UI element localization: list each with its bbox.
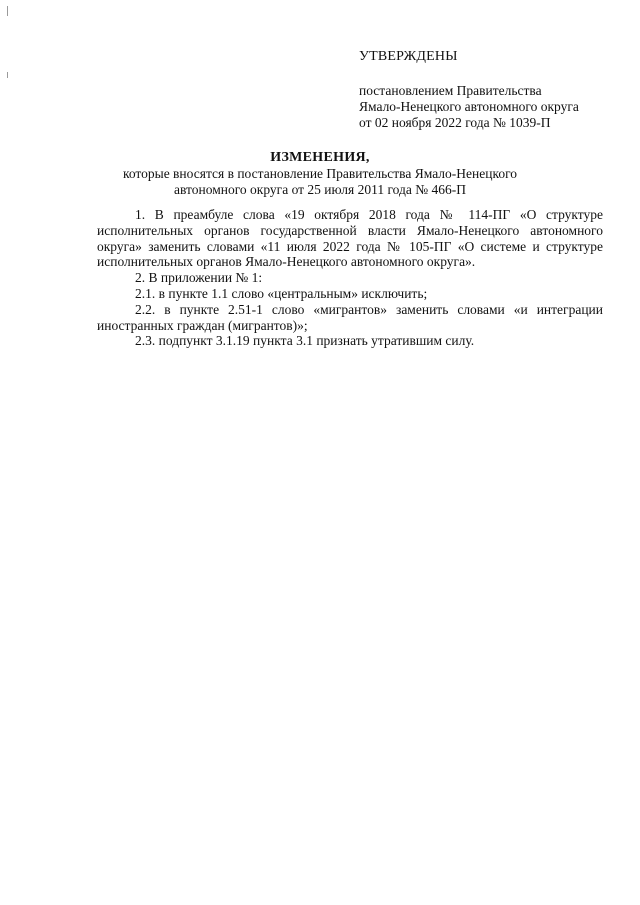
scan-artifact-mark <box>7 72 8 78</box>
approval-line-2: Ямало-Ненецкого автономного округа <box>359 99 579 114</box>
approval-line-3: от 02 ноября 2022 года № 1039-П <box>359 115 551 130</box>
approval-line-1: постановлением Правительства <box>359 83 542 98</box>
paragraph-2-1: 2.1. в пункте 1.1 слово «центральным» исключить; <box>135 285 428 301</box>
title-subtitle: которые вносятся в постановление Правительства Ямало-Ненецкого автономного округа от 25 июля 2011 года № 466-П <box>122 166 518 197</box>
paragraph-2-2: 2.2. в пункте 2.51-1 слово «мигрантов» заменить словами «и интеграции иностранных граждан (мигрантов)»; <box>97 301 603 333</box>
paragraph-1: 1. В преамбуле слова «19 октября 2018 года № 114-ПГ «О структуре исполнительных органов государственной власти Ямало-Ненецкого автономного округа» заменить словами «11 июля 2022 года № 105-ПГ «О системе и структуре исполнительных органов Ямало-Ненецкого автономного округа». <box>97 207 603 270</box>
document-title <box>90 150 550 198</box>
approval-block <box>359 49 619 131</box>
paragraph-2: 2. В приложении № 1: <box>135 270 263 286</box>
paragraph-2-3: 2.3. подпункт 3.1.19 пункта 3.1 признать утратившим силу. <box>135 333 475 349</box>
scan-artifact-mark <box>7 6 8 16</box>
title-heading: ИЗМЕНЕНИЯ, <box>270 150 370 165</box>
approval-stamp: УТВЕРЖДЕНЫ <box>359 49 458 64</box>
document-body <box>97 207 603 349</box>
